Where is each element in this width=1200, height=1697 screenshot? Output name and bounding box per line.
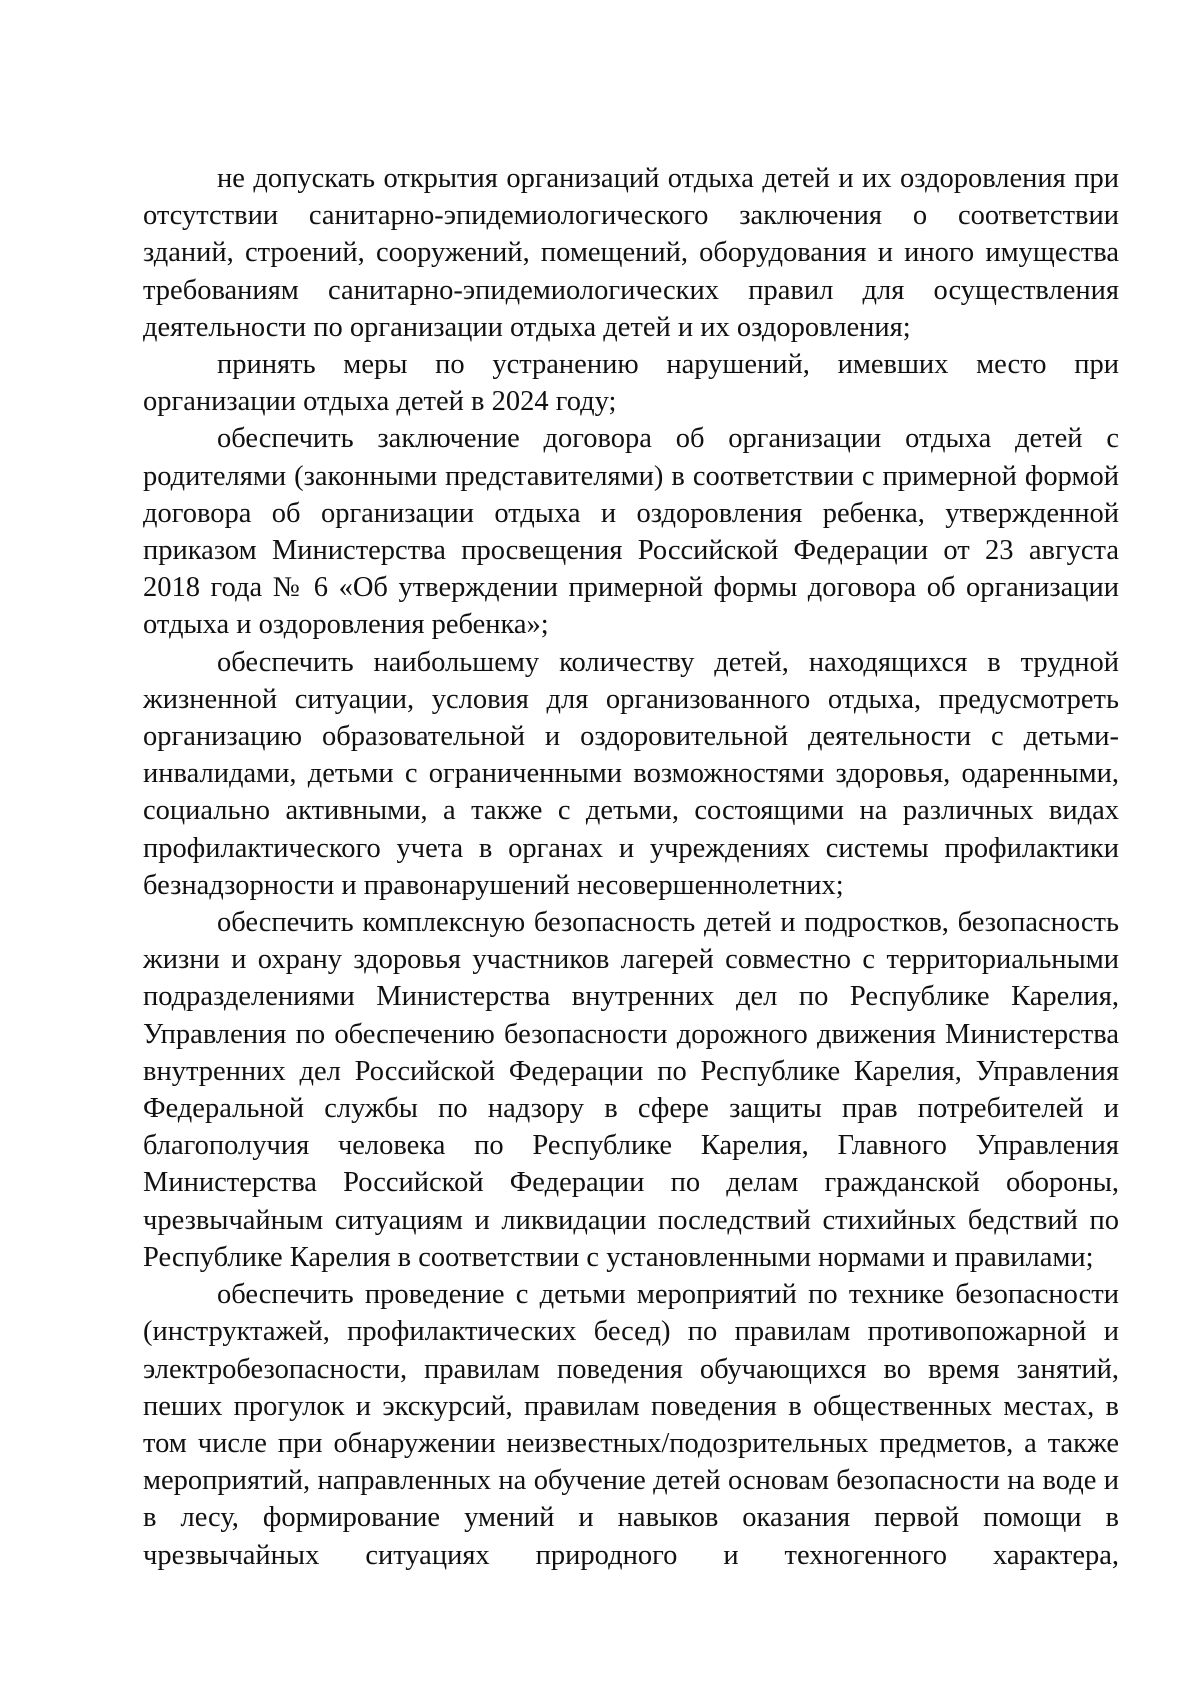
- paragraph-eliminate-violations: принять меры по устранению нарушений, имевших место при организации отдыха детей в 2024 году;: [143, 349, 1119, 418]
- paragraph-no-opening-without-conclusion: не допускать открытия организаций отдыха детей и их оздоровления при отсутствии санитарно-эпидемиологического заключения о соответствии зданий, строений, сооружений, помещений, оборудования и иного имущества требованиям санитарно-эпидемиологических правил для осуществления деятельности по организации отдыха детей и их оздоровления;: [143, 163, 1119, 343]
- document-body: [143, 160, 1119, 1574]
- paragraph-comprehensive-safety: обеспечить комплексную безопасность детей и подростков, безопасность жизни и охрану здоровья участников лагерей совместно с территориальными подразделениями Министерства внутренних дел по Республике Карелия, Управления по обеспечению безопасности дорожного движения Министерства внутренних дел Российской Федерации по Республике Карелия, Управления Федеральной службы по надзору в сфере защиты прав потребителей и благополучия человека по Республике Карелия, Главного Управления Министерства Российской Федерации по делам гражданской обороны, чрезвычайным ситуациям и ликвидации последствий стихийных бедствий по Республике Карелия в соответствии с установленными нормами и правилами;: [143, 907, 1119, 1273]
- paragraph-contract-with-parents: обеспечить заключение договора об организации отдыха детей с родителями (законными представителями) в соответствии с примерной формой договора об организации отдыха и оздоровления ребенка, утвержденной приказом Министерства просвещения Российской Федерации от 23 августа 2018 года № 6 «Об утверждении примерной формы договора об организации отдыха и оздоровления ребенка»;: [143, 423, 1119, 641]
- paragraph-children-difficult-situation: обеспечить наибольшему количеству детей, находящихся в трудной жизненной ситуации, условия для организованного отдыха, предусмотреть организацию образовательной и оздоровительной деятельности с детьми-инвалидами, детьми с ограниченными возможностями здоровья, одаренными, социально активными, а также с детьми, состоящими на различных видах профилактического учета в органах и учреждениях системы профилактики безнадзорности и правонарушений несовершеннолетних;: [143, 646, 1119, 901]
- paragraph-safety-instruction: обеспечить проведение с детьми мероприятий по технике безопасности (инструктажей, профилактических бесед) по правилам противопожарной и электробезопасности, правилам поведения обучающихся во время занятий, пеших прогулок и экскурсий, правилам поведения в общественных местах, в том числе при обнаружении неизвестных/подозрительных предметов, а также мероприятий, направленных на обучение детей основам безопасности на воде и в лесу, формирование умений и навыков оказания первой помощи в чрезвычайных ситуациях природного и техногенного характера,: [143, 1279, 1119, 1571]
